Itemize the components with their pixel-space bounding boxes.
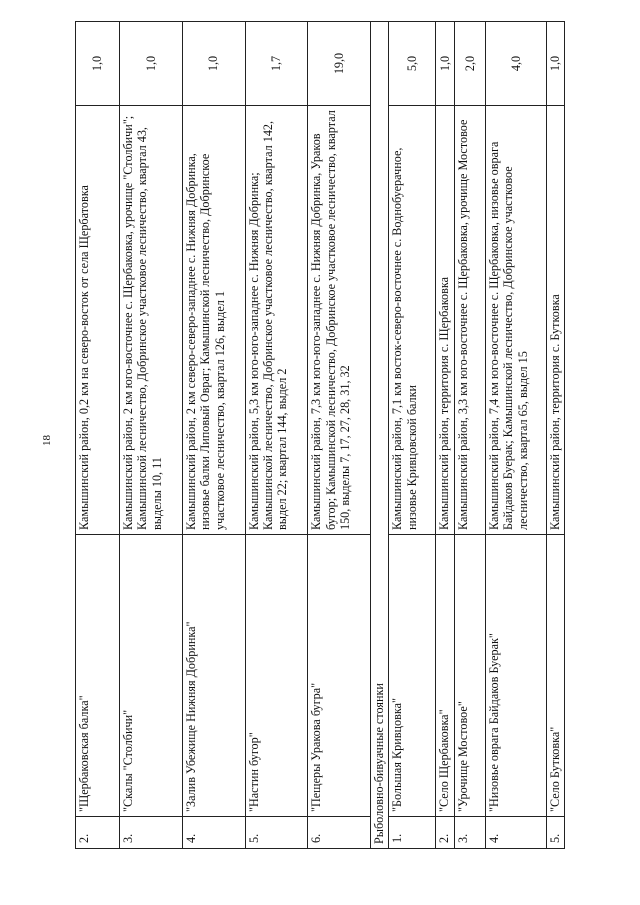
site-location: Камышинский район, 5,3 км юго-юго-западнее с. Нижняя Добринка; Камышинской лесничество, Добринское участковое лесничество, квартал 142, выдел 22; квартал 144, выдел 2 xyxy=(245,106,308,535)
site-area: 1,0 xyxy=(546,22,564,106)
site-area: 1,0 xyxy=(119,22,182,106)
site-location: Камышинский район, 7,1 км восток-северо-восточнее с. Воднобуерачное, низовье Кривцовской балки xyxy=(389,106,436,535)
row-number: 3. xyxy=(454,817,485,849)
page-number: 18 xyxy=(41,435,53,446)
site-name: "Скалы "Столбичи" xyxy=(119,535,182,817)
site-name: "Залив Убежище Нижняя Добринка" xyxy=(182,535,245,817)
site-name: "Низовье оврага Байдаков Буерак" xyxy=(486,535,547,817)
row-number: 4. xyxy=(182,817,245,849)
table-row xyxy=(546,22,564,849)
row-number: 5. xyxy=(245,817,308,849)
site-name: "Настин бугор" xyxy=(245,535,308,817)
site-location: Камышинский район, территория с. Бутковка xyxy=(546,106,564,535)
row-number: 6. xyxy=(308,817,371,849)
row-number: 2. xyxy=(436,817,454,849)
site-name: "Щербаковская балка" xyxy=(76,535,120,817)
site-name: "Село Щербаковка" xyxy=(436,535,454,817)
site-name: "Большая Кривцовка" xyxy=(389,535,436,817)
site-name: "Пещеры Уракова бугра" xyxy=(308,535,371,817)
section-title: Рыболовно-бивуачные стоянки xyxy=(371,22,389,849)
row-number: 2. xyxy=(76,817,120,849)
site-area: 19,0 xyxy=(308,22,371,106)
site-area: 1,0 xyxy=(436,22,454,106)
row-number: 4. xyxy=(486,817,547,849)
rotated-table-container xyxy=(75,52,565,849)
table-row xyxy=(454,22,485,849)
table-row xyxy=(245,22,308,849)
row-number: 1. xyxy=(389,817,436,849)
row-number: 5. xyxy=(546,817,564,849)
site-location: Камышинский район, 2 км юго-восточнее с. Щербаковка, урочище "Столбичи"; Камышинской лесничество, Добринское участковое лесничество, квартал 43, выделы 10, 11 xyxy=(119,106,182,535)
site-name: "Урочище Мостовое" xyxy=(454,535,485,817)
table-row xyxy=(182,22,245,849)
site-area: 1,7 xyxy=(245,22,308,106)
site-name: "Село Бутковка" xyxy=(546,535,564,817)
table-row xyxy=(308,22,371,849)
row-number: 3. xyxy=(119,817,182,849)
site-location: Камышинский район, 7,3 км юго-юго-западнее с. Нижняя Добринка, Ураков бугор; Камышинской лесничество, Добринское участковое лесничество, квартал 150, выделы 7, 17, 27, 28, 31, 32 xyxy=(308,106,371,535)
table-row xyxy=(76,22,120,849)
sites-table xyxy=(75,21,565,849)
site-location: Камышинский район, территория с. Щербаковка xyxy=(436,106,454,535)
site-area: 5,0 xyxy=(389,22,436,106)
table-row xyxy=(436,22,454,849)
table-row xyxy=(119,22,182,849)
site-area: 1,0 xyxy=(182,22,245,106)
site-area: 2,0 xyxy=(454,22,485,106)
site-area: 4,0 xyxy=(486,22,547,106)
table-row xyxy=(486,22,547,849)
table-row xyxy=(389,22,436,849)
site-location: Камышинский район, 3,3 км юго-восточнее с. Щербаковка, урочище Мостовое xyxy=(454,106,485,535)
site-location: Камышинский район, 2 км северо-северо-западнее с. Нижняя Добринка, низовье балки Липовый Овраг; Камышинской лесничество, Добринское участковое лесничество, квартал 126, выдел 1 xyxy=(182,106,245,535)
site-location: Камышинский район, 7,4 км юго-восточнее с. Щербаковка, низовье оврага Байдаков Буерак; Камышинской лесничество, Добринское участковое лесничество, квартал 65, выдел 15 xyxy=(486,106,547,535)
site-area: 1,0 xyxy=(76,22,120,106)
site-location: Камышинский район, 0,2 км на северо-восток от села Щербатовка xyxy=(76,106,120,535)
section-header-row xyxy=(371,22,389,849)
